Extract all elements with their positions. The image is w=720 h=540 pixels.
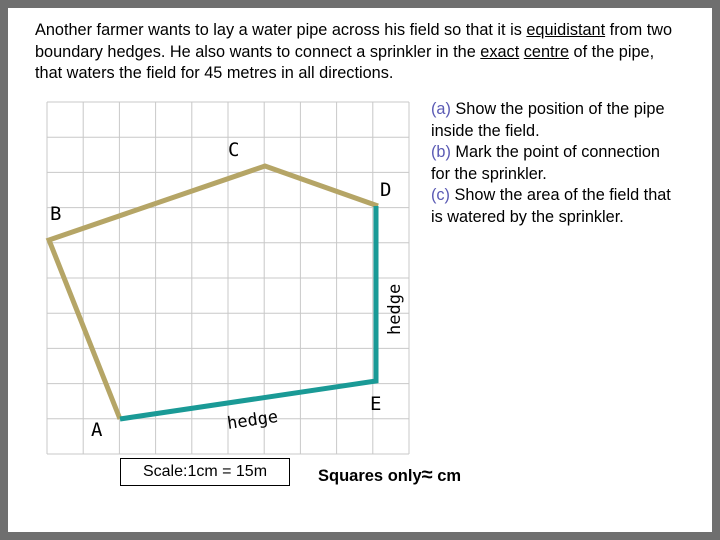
intro-text-1: Another farmer wants to lay a water pipe across his field so that it is xyxy=(35,21,527,39)
squares-text: Squares only xyxy=(318,467,422,485)
task-list xyxy=(431,99,671,228)
task-a-tag: (a) xyxy=(431,100,451,118)
vertex-label-a: A xyxy=(91,419,103,441)
vertex-label-b: B xyxy=(50,203,62,225)
task-c-tag: (c) xyxy=(431,186,450,204)
task-a-text: Show the position of the pipe inside the field. xyxy=(431,100,665,140)
hedge-label-right: hedge xyxy=(385,283,405,335)
vertex-label-e: E xyxy=(370,393,382,415)
task-b-tag: (b) xyxy=(431,143,451,161)
intro-centre: centre xyxy=(523,42,570,61)
hedge-line xyxy=(120,206,376,419)
intro-exact: exact xyxy=(480,42,520,61)
task-b-text: Mark the point of connection for the sprinkler. xyxy=(431,143,660,183)
vertex-label-c: C xyxy=(228,139,240,161)
hedge-label-bottom: hedge xyxy=(225,407,280,434)
vertex-label-d: D xyxy=(380,179,392,201)
squares-note xyxy=(318,464,461,487)
boundary-line xyxy=(49,166,378,419)
intro-equidistant: equidistant xyxy=(526,21,606,39)
task-c-text: Show the area of the field that is watered by the sprinkler. xyxy=(431,186,671,226)
intro-text-3: of the pipe, that waters the field for 45 metres in all directions. xyxy=(35,42,655,82)
scale-box: Scale:1cm = 15m xyxy=(120,458,290,486)
intro-text-2: from two boundary hedges. He also wants to connect a sprinkler in the xyxy=(35,21,673,61)
approx-symbol: ≈ xyxy=(421,464,433,486)
squares-unit: cm xyxy=(432,467,462,485)
